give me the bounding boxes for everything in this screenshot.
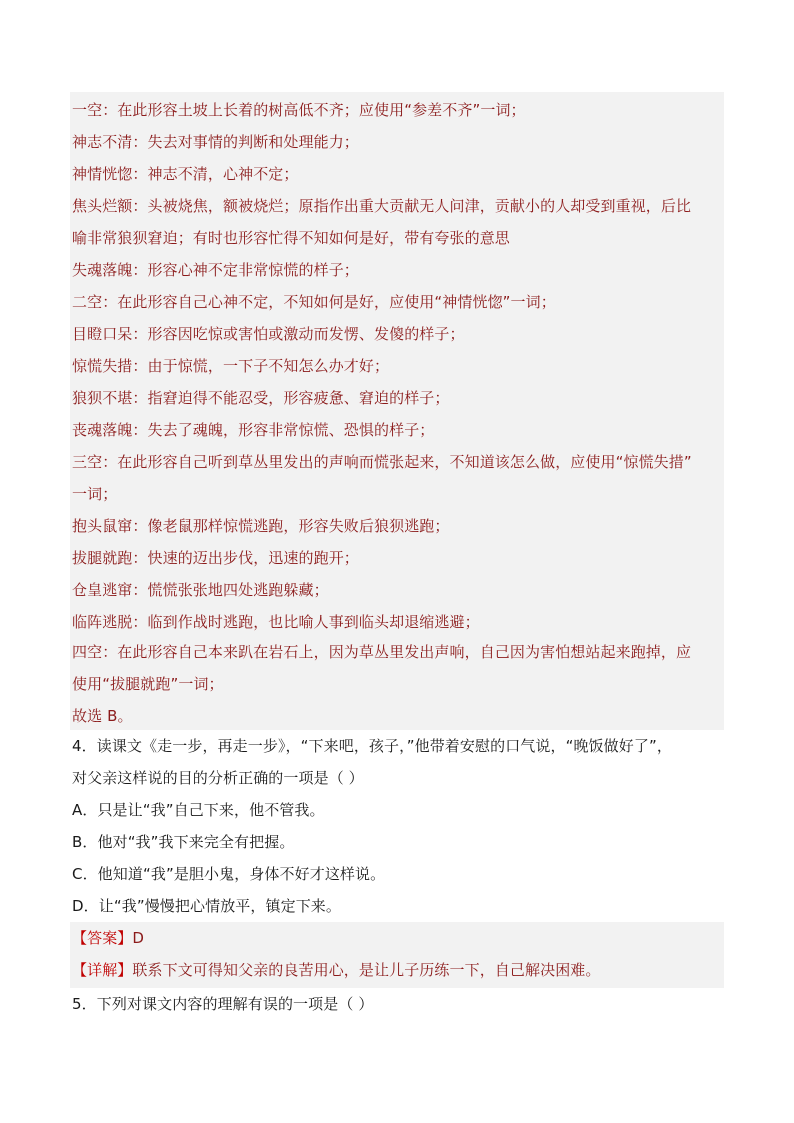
option-a: A．只是让“我”自己下来，他不管我。	[72, 801, 325, 819]
answer-value: D	[132, 929, 145, 947]
explanation-line: 抱头鼠窜：像老鼠那样惊慌逃跑，形容失败后狼狈逃跑；	[72, 517, 450, 535]
explanation-line: 三空：在此形容自己听到草丛里发出的声响而慌张起来，不知道该怎么做，应使用“惊慌失措”	[72, 453, 692, 471]
question-4-stem-line-1: 4．读课文《走一步，再走一步》，“下来吧，孩子，”他带着安慰的口气说，“晚饭做好了”，	[72, 737, 672, 755]
explanation-line: 喻非常狼狈窘迫；有时也形容忙得不知如何是好，带有夸张的意思	[72, 229, 510, 247]
question-4-stem-line-2: 对父亲这样说的目的分析正确的一项是（ ）	[72, 769, 364, 787]
explanation-line: 故选 B。	[72, 707, 133, 725]
question-5-stem: 5．下列对课文内容的理解有误的一项是（ ）	[72, 995, 374, 1013]
explanation-line: 临阵逃脱：临到作战时逃跑，也比喻人事到临头却退缩逃避；	[72, 613, 480, 631]
explanation-line: 使用“拔腿就跑”一词；	[72, 675, 224, 693]
explanation-line: 神志不清：失去对事情的判断和处理能力；	[72, 133, 359, 151]
detail-text: 联系下文可得知父亲的良苦用心，是让儿子历练一下，自己解决困难。	[132, 961, 601, 979]
detail-line	[72, 960, 724, 980]
explanation-line: 仓皇逃窜：慌慌张张地四处逃跑躲藏；	[72, 581, 329, 599]
explanation-line: 丧魂落魄：失去了魂魄，形容非常惊慌、恐惧的样子；	[72, 421, 435, 439]
explanation-line: 一词；	[72, 485, 118, 503]
explanation-line: 惊慌失措：由于惊慌，一下子不知怎么办才好；	[72, 357, 390, 375]
explanation-background	[70, 92, 724, 730]
option-d: D．让“我”慢慢把心情放平，镇定下来。	[72, 897, 341, 915]
option-c: C．他知道“我”是胆小鬼，身体不好才这样说。	[72, 865, 386, 883]
explanation-line: 二空：在此形容自己心神不定，不知如何是好，应使用“神情恍惚”一词；	[72, 293, 556, 311]
answer-line	[72, 928, 724, 948]
explanation-line: 失魂落魄：形容心神不定非常惊慌的样子；	[72, 261, 359, 279]
answer-tag: 【答案】	[72, 929, 133, 947]
explanation-line: 一空：在此形容土坡上长着的树高低不齐；应使用“参差不齐”一词；	[72, 101, 526, 119]
explanation-line: 拔腿就跑：快速的迈出步伐，迅速的跑开；	[72, 549, 359, 567]
detail-tag: 【详解】	[72, 961, 133, 979]
explanation-line: 狼狈不堪：指窘迫得不能忍受，形容疲惫、窘迫的样子；	[72, 389, 450, 407]
explanation-line: 目瞪口呆：形容因吃惊或害怕或激动而发愣、发傻的样子；	[72, 325, 465, 343]
explanation-line: 焦头烂额：头被烧焦，额被烧烂；原指作出重大贡献无人问津，贡献小的人却受到重视，后比	[72, 197, 692, 215]
option-b: B．他对“我”我下来完全有把握。	[72, 833, 295, 851]
explanation-line: 神情恍惚：神志不清，心神不定；	[72, 165, 299, 183]
explanation-line: 四空：在此形容自己本来趴在岩石上，因为草丛里发出声响，自己因为害怕想站起来跑掉，应	[72, 643, 692, 661]
